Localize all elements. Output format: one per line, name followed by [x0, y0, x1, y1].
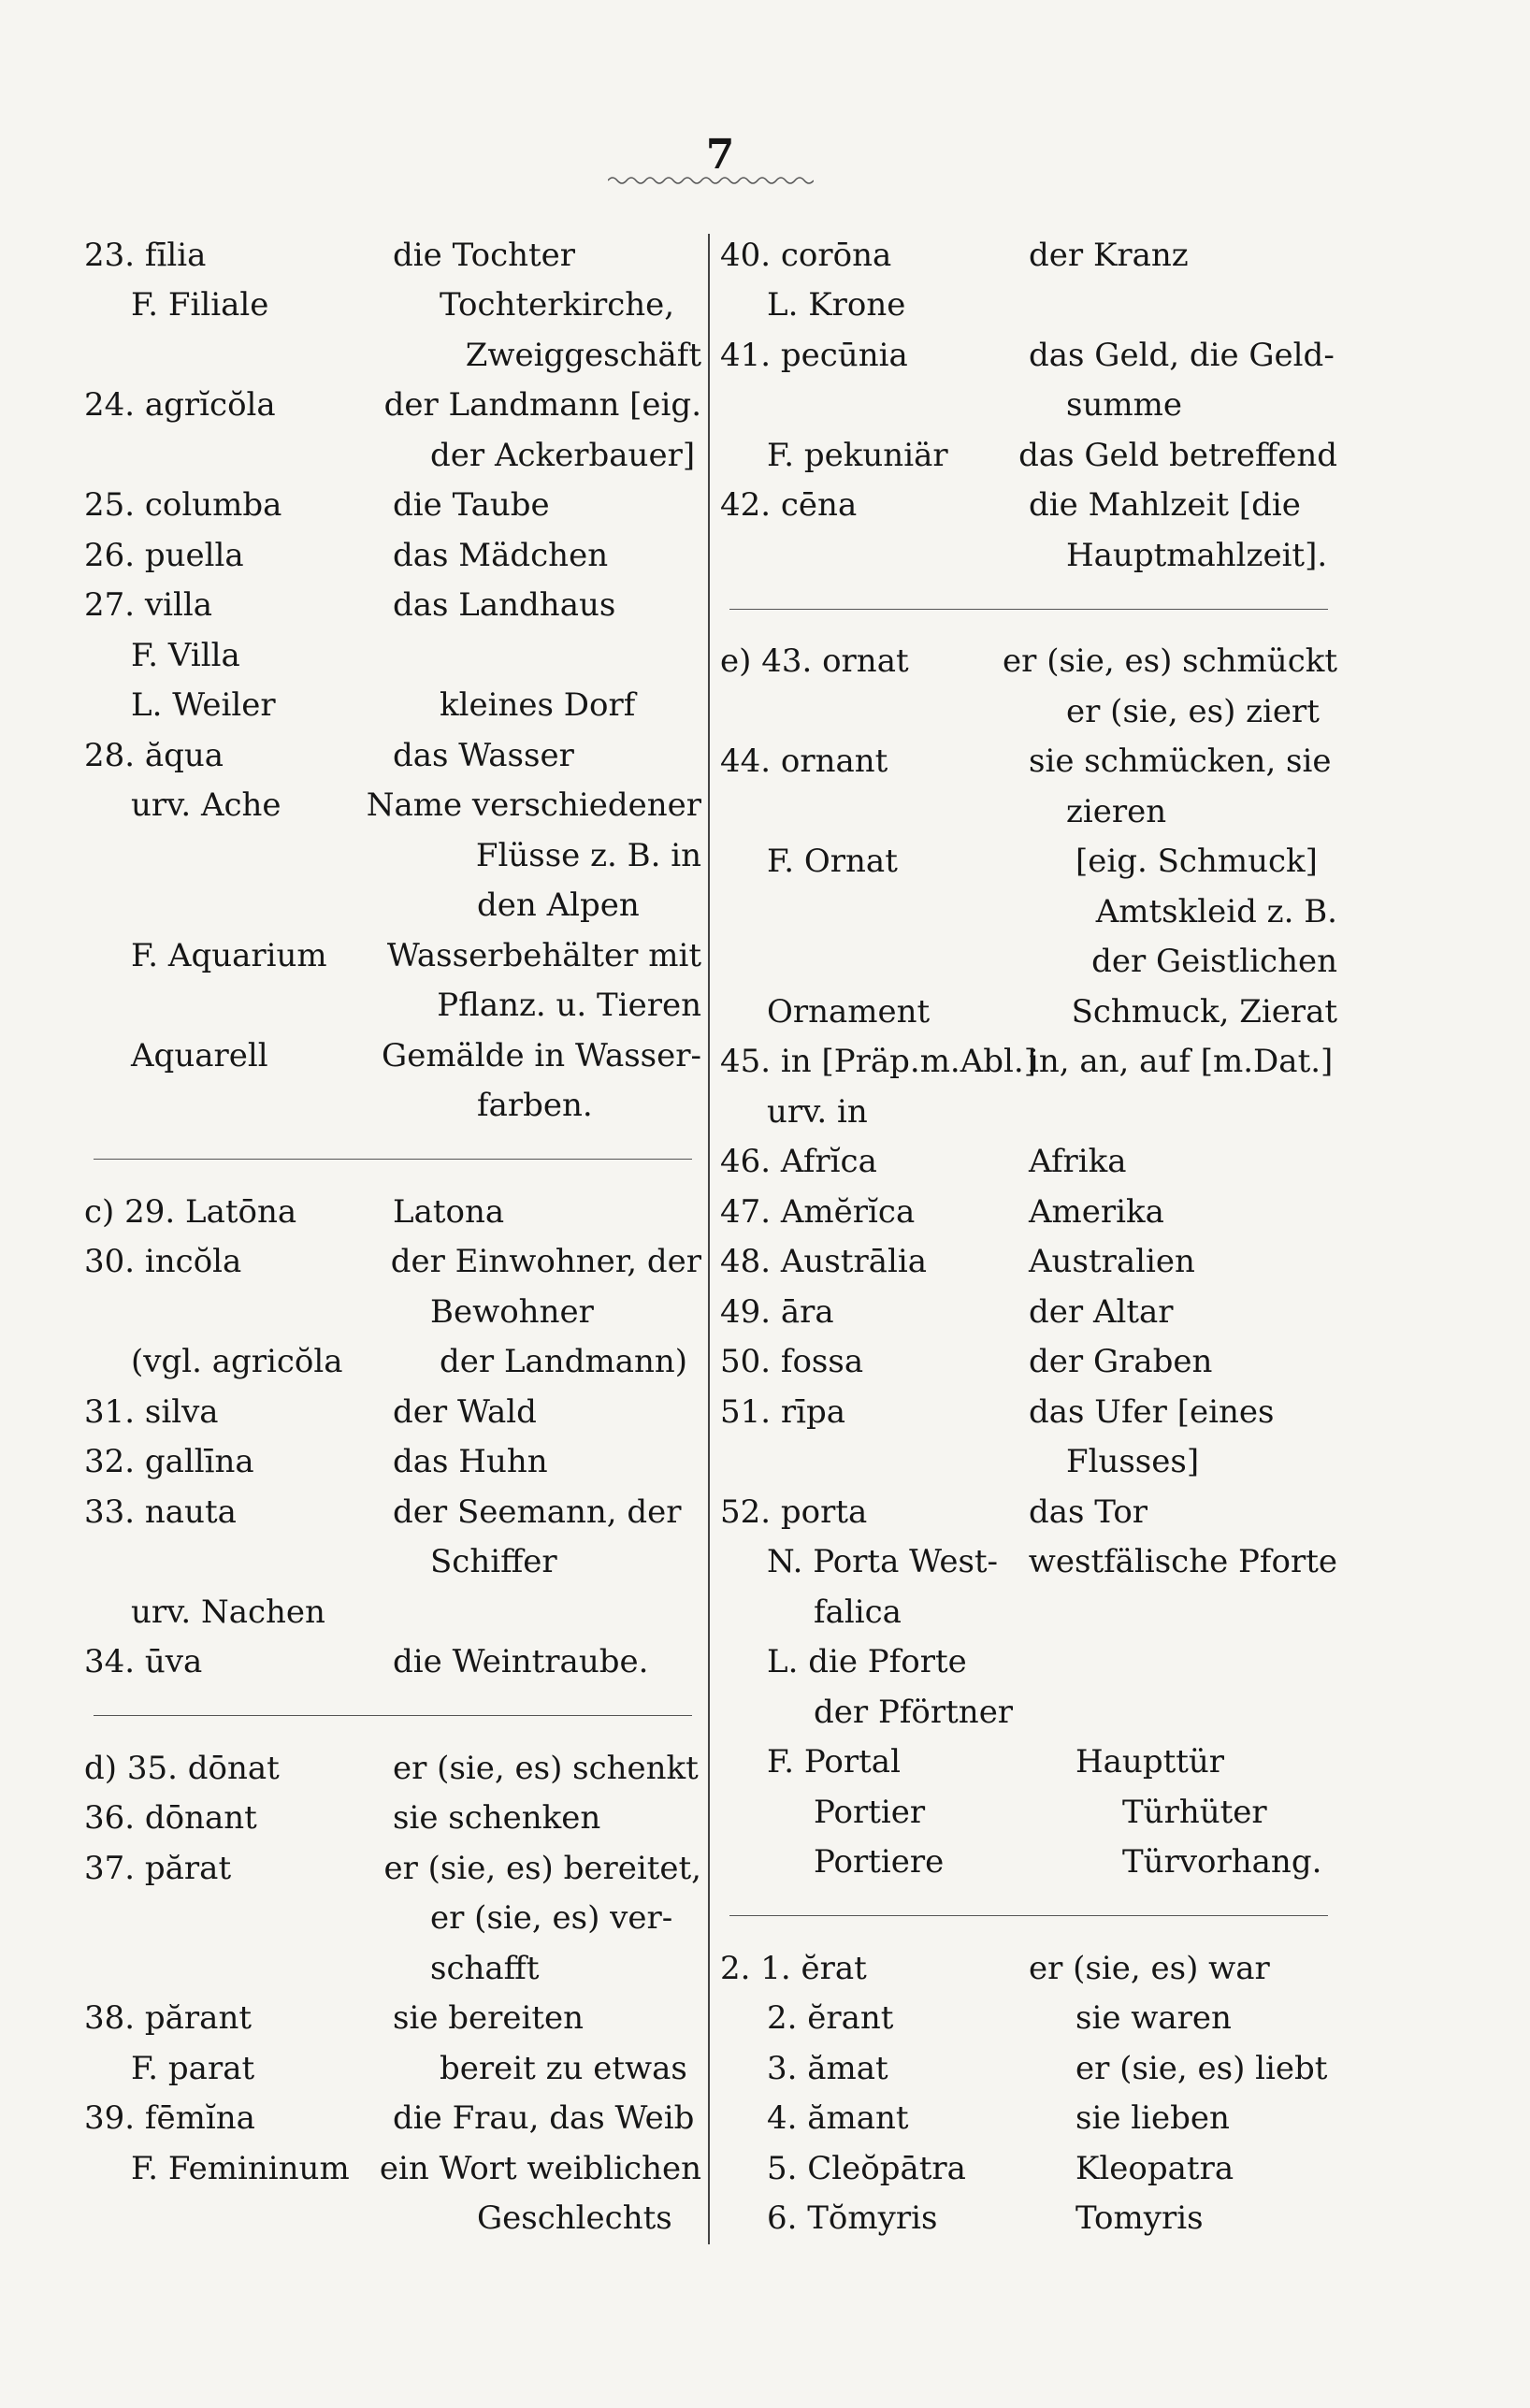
german-meaning: Tochterkirche,: [440, 286, 675, 324]
entry-line: [84, 681, 701, 731]
vocab-entry: [720, 481, 1337, 581]
latin-term: 2. 1. ĕrat: [720, 1949, 867, 1987]
latin-term: urv. Nachen: [131, 1593, 325, 1631]
german-meaning: Latona: [393, 1192, 505, 1231]
entry-line: [720, 2094, 1337, 2144]
entry-line: [720, 937, 1337, 988]
german-meaning: sie lieben: [1075, 2099, 1230, 2138]
german-meaning: kleines Dorf: [440, 686, 636, 725]
entry-line: [84, 730, 701, 781]
entry-line: [720, 1943, 1337, 1994]
entry-line: [720, 1037, 1337, 1088]
entry-line: [84, 1437, 701, 1488]
german-meaning: Amtskleid z. B.: [1095, 892, 1337, 930]
german-meaning: die Tochter: [393, 236, 576, 274]
german-meaning: die Weintraube.: [393, 1643, 649, 1681]
vocab-entry: [84, 1187, 701, 1237]
latin-term: 30. incŏla: [84, 1243, 242, 1281]
vocab-entry: [84, 1994, 701, 2044]
vocab-entry: [720, 2043, 1337, 2094]
german-meaning: die Mahlzeit [die: [1029, 486, 1301, 525]
german-meaning: westfälische Pforte: [1028, 1543, 1337, 1581]
german-meaning: er (sie, es) ziert: [1066, 692, 1320, 730]
latin-term: urv. Ache: [131, 786, 281, 825]
vocab-entry: [720, 430, 1337, 481]
vocab-entry: [84, 1337, 701, 1388]
entry-line: [720, 837, 1337, 887]
latin-term: e) 43. ornat: [720, 642, 909, 681]
german-meaning: Afrika: [1029, 1143, 1127, 1181]
entry-line: [84, 1894, 701, 1944]
vocab-entry: [84, 1843, 701, 1994]
column-divider: [708, 234, 710, 2244]
entry-line: [720, 1087, 1337, 1137]
german-meaning: er (sie, es) ver-: [430, 1899, 673, 1938]
german-meaning: sie waren: [1075, 1999, 1232, 2038]
vocab-entry: [720, 1838, 1337, 1888]
latin-term: 37. părat: [84, 1849, 232, 1887]
latin-term: Aquarell: [131, 1036, 268, 1074]
entry-line: [84, 781, 701, 831]
vocab-entry: [720, 2143, 1337, 2194]
ornamental-rule: [608, 174, 814, 187]
entry-line: [84, 530, 701, 581]
entry-line: [720, 1387, 1337, 1437]
entry-line: [84, 1237, 701, 1288]
entry-line: [720, 786, 1337, 837]
german-meaning: die Frau, das Weib: [393, 2099, 695, 2138]
entry-line: [720, 1637, 1337, 1688]
section-separator: [720, 581, 1337, 637]
german-meaning: der Graben: [1029, 1343, 1213, 1381]
german-meaning: Flüsse z. B. in: [475, 836, 701, 874]
german-meaning: Pflanz. u. Tieren: [437, 987, 701, 1025]
entry-line: [720, 330, 1337, 381]
vocab-entry: [84, 2143, 701, 2243]
entry-line: [84, 1081, 701, 1132]
latin-term: 27. villa: [84, 586, 212, 625]
latin-term: 2. ĕrant: [767, 1999, 894, 2038]
entry-line: [720, 1237, 1337, 1288]
german-meaning: den Alpen: [477, 887, 640, 925]
latin-term: 31. silva: [84, 1392, 219, 1431]
latin-term: 46. Afrĭca: [720, 1143, 877, 1181]
vocab-entry: [720, 737, 1337, 837]
vocab-entry: [720, 1787, 1337, 1838]
latin-term: F. parat: [131, 2049, 255, 2087]
latin-term: 44. ornant: [720, 743, 888, 781]
german-meaning: in, an, auf [m.Dat.]: [1029, 1043, 1334, 1081]
german-meaning: er (sie, es) liebt: [1075, 2049, 1328, 2087]
german-meaning: [eig. Schmuck]: [1075, 843, 1318, 881]
german-meaning: schafft: [430, 1949, 540, 1987]
latin-term: Portier: [814, 1793, 926, 1831]
entry-line: [720, 1337, 1337, 1388]
vocab-entry: [720, 1487, 1337, 1537]
latin-term: 34. ūva: [84, 1643, 203, 1681]
entry-line: [720, 637, 1337, 687]
latin-term: 47. Amĕrĭca: [720, 1192, 916, 1231]
german-meaning: Flusses]: [1066, 1443, 1200, 1481]
german-meaning: das Geld betreffend: [1018, 436, 1337, 474]
latin-term: 48. Austrālia: [720, 1243, 927, 1281]
entry-line: [720, 530, 1337, 581]
vocab-entry: [720, 1087, 1337, 1137]
latin-term: 4. ămant: [767, 2099, 909, 2138]
vocab-entry: [84, 681, 701, 731]
german-meaning: das Huhn: [393, 1443, 548, 1481]
entry-line: [720, 737, 1337, 787]
german-meaning: Bewohner: [430, 1292, 594, 1331]
section-separator: [84, 1687, 701, 1743]
vocab-entry: [720, 1137, 1337, 1188]
latin-term: 50. fossa: [720, 1343, 864, 1381]
german-meaning: der Kranz: [1029, 236, 1189, 274]
entry-line: [720, 1187, 1337, 1237]
entry-line: [84, 1637, 701, 1688]
latin-term: 49. āra: [720, 1292, 834, 1331]
vocab-entry: [84, 1237, 701, 1337]
vocab-entry: [84, 230, 701, 281]
latin-term: 36. dōnant: [84, 1799, 257, 1838]
entry-line: [84, 281, 701, 331]
latin-term: der Pförtner: [814, 1693, 1014, 1731]
vocab-entry: [720, 330, 1337, 430]
latin-term: F. Portal: [767, 1743, 901, 1781]
vocab-entry: [84, 281, 701, 381]
vocab-entry: [720, 1943, 1337, 1994]
german-meaning: der Altar: [1029, 1292, 1174, 1331]
vocab-entry: [84, 1437, 701, 1488]
latin-term: N. Porta West-: [767, 1543, 999, 1581]
latin-term: 28. ăqua: [84, 736, 224, 774]
latin-term: L. die Pforte: [767, 1643, 967, 1681]
german-meaning: Gemälde in Wasser-: [382, 1036, 701, 1074]
entry-line: [84, 1943, 701, 1994]
entry-line: [84, 930, 701, 981]
latin-term: F. Ornat: [767, 843, 898, 881]
german-meaning: bereit zu etwas: [440, 2049, 687, 2087]
entry-line: [84, 2094, 701, 2144]
german-meaning: Name verschiedener: [366, 786, 701, 825]
german-meaning: Schmuck, Zierat: [1071, 992, 1337, 1031]
entry-line: [720, 481, 1337, 531]
german-meaning: er (sie, es) war: [1029, 1949, 1270, 1987]
german-meaning: Zweiggeschäft: [465, 336, 701, 374]
vocab-entry: [84, 381, 701, 481]
german-meaning: der Landmann [eig.: [383, 386, 701, 425]
entry-line: [84, 1587, 701, 1637]
german-meaning: er (sie, es) schmückt: [1003, 642, 1337, 681]
latin-term: 26. puella: [84, 536, 244, 574]
entry-line: [84, 1287, 701, 1337]
entry-line: [84, 1337, 701, 1388]
vocab-entry: [720, 987, 1337, 1037]
vocab-entry: [720, 2094, 1337, 2144]
vocab-entry: [720, 1537, 1337, 1588]
latin-term: 40. corōna: [720, 236, 892, 274]
latin-term: 5. Cleŏpātra: [767, 2149, 966, 2187]
entry-line: [84, 830, 701, 881]
entry-line: [720, 987, 1337, 1037]
vocab-entry: [84, 1794, 701, 1844]
latin-term: Portiere: [814, 1843, 945, 1882]
entry-line: [84, 881, 701, 931]
german-meaning: der Geistlichen: [1091, 943, 1337, 981]
german-meaning: der Landmann): [440, 1343, 688, 1381]
entry-line: [720, 1437, 1337, 1488]
german-meaning: farben.: [477, 1087, 593, 1125]
vocab-entry: [84, 2094, 701, 2144]
entry-line: [84, 2194, 701, 2244]
vocab-entry: [720, 230, 1337, 281]
vocab-entry: [84, 630, 701, 681]
entry-line: [720, 2194, 1337, 2244]
german-meaning: ein Wort weiblichen: [379, 2149, 701, 2187]
latin-term: (vgl. agricŏla: [131, 1343, 343, 1381]
entry-line: [720, 1738, 1337, 1788]
german-meaning: Amerika: [1029, 1192, 1164, 1231]
german-meaning: der Seemann, der: [393, 1492, 682, 1531]
entry-line: [84, 481, 701, 531]
section-separator: [720, 1887, 1337, 1943]
latin-term: 51. rīpa: [720, 1392, 846, 1431]
entry-line: [720, 1537, 1337, 1588]
entry-line: [84, 2043, 701, 2094]
entry-line: [720, 1787, 1337, 1838]
vocab-entry: [720, 1237, 1337, 1288]
latin-term: 25. columba: [84, 486, 282, 525]
page-number: 7: [705, 131, 735, 179]
german-meaning: das Landhaus: [393, 586, 616, 625]
german-meaning: er (sie, es) bereitet,: [383, 1849, 701, 1887]
entry-line: [84, 1794, 701, 1844]
latin-term: 23. fīlia: [84, 236, 207, 274]
entry-line: [720, 1838, 1337, 1888]
german-meaning: sie schmücken, sie: [1029, 743, 1332, 781]
german-meaning: summe: [1066, 386, 1182, 425]
latin-term: 45. in [Präp.m.Abl.]: [720, 1043, 1037, 1081]
entry-line: [84, 1187, 701, 1237]
latin-term: 24. agrĭcŏla: [84, 386, 276, 425]
vocab-entry: [84, 581, 701, 631]
german-meaning: Schiffer: [430, 1543, 557, 1581]
german-meaning: er (sie, es) schenkt: [393, 1749, 699, 1787]
vocab-entry: [720, 1387, 1337, 1487]
german-meaning: Geschlechts: [477, 2199, 672, 2238]
entry-line: [84, 1994, 701, 2044]
entry-line: [720, 887, 1337, 937]
vocab-entry: [84, 1587, 701, 1637]
latin-term: 42. cēna: [720, 486, 858, 525]
entry-line: [720, 430, 1337, 481]
german-meaning: sie schenken: [393, 1799, 601, 1838]
entry-line: [720, 1137, 1337, 1188]
vocab-entry: [720, 281, 1337, 331]
entry-line: [84, 330, 701, 381]
right-column: [720, 230, 1337, 2243]
latin-term: F. Aquarium: [131, 936, 327, 974]
vocab-entry: [720, 1587, 1337, 1637]
latin-term: falica: [814, 1593, 902, 1631]
german-meaning: der Wald: [393, 1392, 537, 1431]
entry-line: [84, 1387, 701, 1437]
latin-term: Ornament: [767, 992, 931, 1031]
german-meaning: Kleopatra: [1075, 2149, 1234, 2187]
vocab-entry: [84, 530, 701, 581]
vocab-entry: [84, 1487, 701, 1587]
entry-line: [720, 2143, 1337, 2194]
entry-line: [84, 1843, 701, 1894]
german-meaning: die Taube: [393, 486, 550, 525]
latin-term: 32. gallīna: [84, 1443, 254, 1481]
german-meaning: sie bereiten: [393, 1999, 585, 2038]
entry-line: [84, 1537, 701, 1588]
latin-term: F. Filiale: [131, 286, 269, 324]
vocab-entry: [720, 1337, 1337, 1388]
section-separator: [84, 1131, 701, 1187]
entry-line: [84, 981, 701, 1031]
entry-line: [720, 1287, 1337, 1337]
entry-line: [720, 1587, 1337, 1637]
german-meaning: Wasserbehälter mit: [386, 936, 701, 974]
german-meaning: Türvorhang.: [1122, 1843, 1322, 1882]
vocab-entry: [84, 2043, 701, 2094]
latin-term: F. Femininum: [131, 2149, 350, 2187]
latin-term: d) 35. dōnat: [84, 1749, 280, 1787]
latin-term: L. Weiler: [131, 686, 276, 725]
vocab-entry: [84, 1387, 701, 1437]
latin-term: F. Villa: [131, 636, 240, 674]
vocab-entry: [720, 1187, 1337, 1237]
german-meaning: Haupttür: [1075, 1743, 1225, 1781]
vocab-entry: [84, 730, 701, 781]
latin-term: 3. ămat: [767, 2049, 888, 2087]
entry-line: [84, 230, 701, 281]
entry-line: [84, 1743, 701, 1794]
german-meaning: das Wasser: [393, 736, 574, 774]
german-meaning: Türhüter: [1122, 1793, 1267, 1831]
latin-term: urv. in: [767, 1092, 868, 1131]
vocab-entry: [720, 1994, 1337, 2044]
entry-line: [720, 1994, 1337, 2044]
entry-line: [720, 686, 1337, 737]
vocab-entry: [84, 1743, 701, 1794]
vocab-entry: [84, 930, 701, 1031]
latin-term: 38. părant: [84, 1999, 252, 2038]
vocab-entry: [720, 637, 1337, 737]
latin-term: 39. fēmĭna: [84, 2099, 255, 2138]
german-meaning: zieren: [1066, 792, 1167, 830]
entry-line: [720, 1487, 1337, 1537]
vocab-entry: [720, 837, 1337, 988]
german-meaning: das Ufer [eines: [1029, 1392, 1275, 1431]
entry-line: [84, 430, 701, 481]
latin-term: 41. pecūnia: [720, 336, 908, 374]
entry-line: [720, 1687, 1337, 1738]
german-meaning: Tomyris: [1075, 2199, 1204, 2238]
vocab-entry: [84, 481, 701, 531]
entry-line: [84, 381, 701, 431]
vocab-entry: [84, 781, 701, 931]
german-meaning: das Mädchen: [393, 536, 609, 574]
vocab-entry: [720, 1287, 1337, 1337]
german-meaning: das Tor: [1029, 1492, 1148, 1531]
entry-line: [84, 1487, 701, 1537]
german-meaning: das Geld, die Geld-: [1029, 336, 1335, 374]
vocab-entry: [720, 1637, 1337, 1688]
latin-term: F. pekuniär: [767, 436, 948, 474]
entry-line: [720, 381, 1337, 431]
german-meaning: Australien: [1029, 1243, 1195, 1281]
vocab-entry: [720, 1738, 1337, 1788]
vocab-entry: [720, 1037, 1337, 1088]
vocab-entry: [84, 1637, 701, 1688]
latin-term: 6. Tŏmyris: [767, 2199, 938, 2238]
latin-term: 52. porta: [720, 1492, 868, 1531]
entry-line: [84, 630, 701, 681]
entry-line: [720, 2043, 1337, 2094]
german-meaning: der Ackerbauer]: [430, 436, 696, 474]
vocab-entry: [720, 2194, 1337, 2244]
entry-line: [720, 230, 1337, 281]
latin-term: L. Krone: [767, 286, 906, 324]
german-meaning: Hauptmahlzeit].: [1066, 536, 1328, 574]
entry-line: [720, 281, 1337, 331]
entry-line: [84, 581, 701, 631]
german-meaning: der Einwohner, der: [390, 1243, 701, 1281]
latin-term: 33. nauta: [84, 1492, 237, 1531]
left-column: [84, 230, 701, 2243]
vocab-entry: [720, 1687, 1337, 1738]
entry-line: [84, 2143, 701, 2194]
vocab-entry: [84, 1031, 701, 1131]
latin-term: c) 29. Latōna: [84, 1192, 297, 1231]
entry-line: [84, 1031, 701, 1081]
